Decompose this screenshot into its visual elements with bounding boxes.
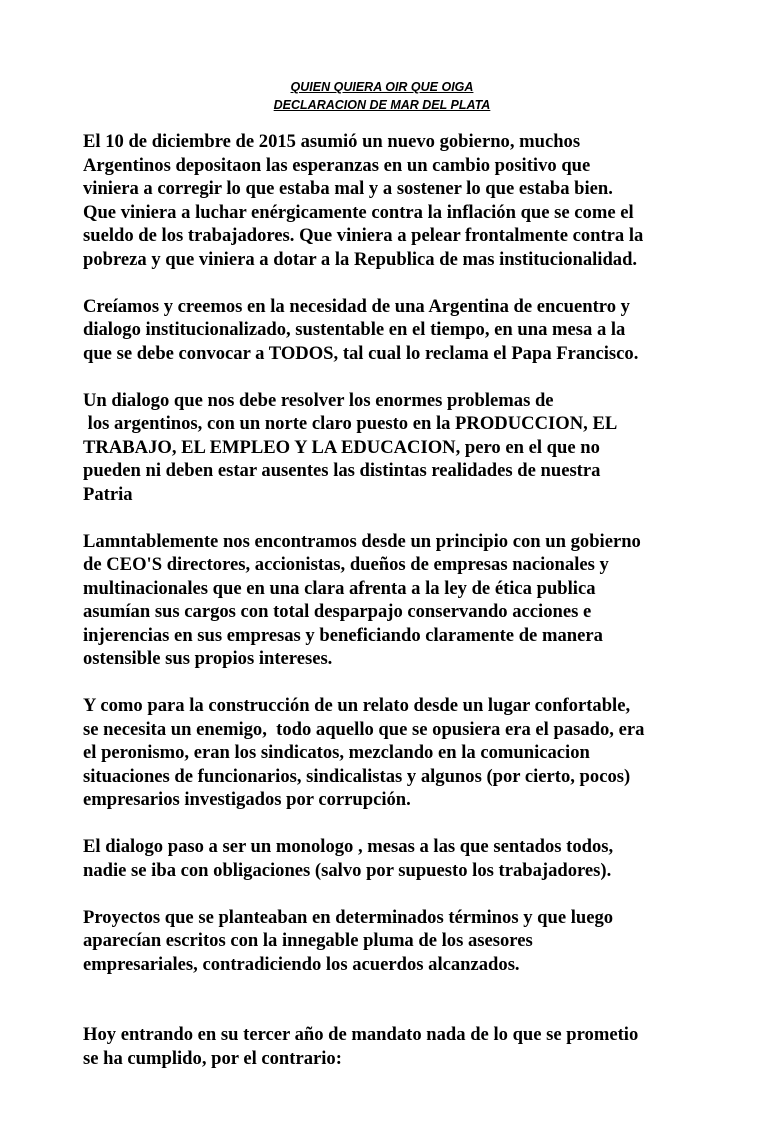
text-line: dialogo institucionalizado, sustentable en el tiempo, en una mesa a la bbox=[83, 319, 626, 340]
document-subtitle: DECLARACION DE MAR DEL PLATA bbox=[273, 98, 491, 112]
text-line: injerencias en sus empresas y beneficiando claramente de manera bbox=[83, 624, 603, 646]
text-line: Patria bbox=[83, 483, 133, 505]
paragraph-5 bbox=[83, 694, 723, 812]
text-line: asumían sus cargos con total desparpajo conservando acciones e bbox=[83, 601, 592, 622]
document-body bbox=[83, 130, 723, 1070]
text-line: empresariales, contradiciendo los acuerdos alcanzados. bbox=[83, 953, 520, 975]
document-heading bbox=[0, 78, 764, 114]
text-line: viniera a corregir lo que estaba mal y a sostener lo que estaba bien. bbox=[83, 178, 613, 199]
text-line: que se debe convocar a TODOS, tal cual lo reclama el Papa Francisco. bbox=[83, 342, 639, 364]
text-line: nadie se iba con obligaciones (salvo por supuesto los trabajadores). bbox=[83, 859, 612, 881]
text-line: se necesita un enemigo, todo aquello que se opusiera era el pasado, era bbox=[83, 718, 645, 740]
text-line: pueden ni deben estar ausentes las distintas realidades de nuestra bbox=[83, 460, 601, 481]
text-line: aparecían escritos con la innegable pluma de los asesores bbox=[83, 930, 533, 951]
text-line: situaciones de funcionarios, sindicalistas y algunos (por cierto, pocos) bbox=[83, 765, 631, 787]
text-line: los argentinos, con un norte claro puesto en la PRODUCCION, EL bbox=[83, 413, 618, 434]
document-title: QUIEN QUIERA OIR QUE OIGA bbox=[290, 80, 474, 94]
paragraph-7 bbox=[83, 906, 723, 977]
text-line: se ha cumplido, por el contrario: bbox=[83, 1047, 342, 1069]
text-line: de CEO'S directores, accionistas, dueños de empresas nacionales y bbox=[83, 554, 609, 575]
text-line: Proyectos que se planteaban en determinados términos y que luego bbox=[83, 906, 614, 928]
text-line: Creíamos y creemos en la necesidad de una Argentina de encuentro y bbox=[83, 295, 630, 317]
paragraph-2 bbox=[83, 295, 723, 366]
text-line: Que viniera a luchar enérgicamente contra la inflación que se come el bbox=[83, 201, 634, 223]
text-line: Y como para la construcción de un relato desde un lugar confortable, bbox=[83, 695, 631, 716]
text-line: El dialogo paso a ser un monologo , mesas a las que sentados todos, bbox=[83, 836, 614, 857]
text-line: El 10 de diciembre de 2015 asumió un nuevo gobierno, muchos bbox=[83, 131, 581, 152]
text-line: Un dialogo que nos debe resolver los enormes problemas de bbox=[83, 389, 554, 411]
text-line: TRABAJO, EL EMPLEO Y LA EDUCACION, pero en el que no bbox=[83, 436, 600, 458]
text-line: multinacionales que en una clara afrenta a la ley de ética publica bbox=[83, 577, 596, 599]
text-line: Hoy entrando en su tercer año de mandato nada de lo que se prometio bbox=[83, 1024, 639, 1045]
paragraph-6 bbox=[83, 835, 723, 882]
text-line: ostensible sus propios intereses. bbox=[83, 648, 333, 669]
text-line: sueldo de los trabajadores. Que viniera a pelear frontalmente contra la bbox=[83, 225, 644, 246]
paragraph-4 bbox=[83, 530, 723, 671]
text-line: empresarios investigados por corrupción. bbox=[83, 789, 411, 810]
text-line: Argentinos depositaon las esperanzas en un cambio positivo que bbox=[83, 154, 591, 176]
paragraph-3 bbox=[83, 389, 723, 507]
paragraph-1 bbox=[83, 130, 723, 271]
text-line: pobreza y que viniera a dotar a la Republica de mas institucionalidad. bbox=[83, 248, 638, 270]
text-line: Lamntablemente nos encontramos desde un principio con un gobierno bbox=[83, 530, 641, 552]
text-line: el peronismo, eran los sindicatos, mezclando en la comunicacion bbox=[83, 742, 590, 763]
paragraph-8 bbox=[83, 1023, 723, 1070]
